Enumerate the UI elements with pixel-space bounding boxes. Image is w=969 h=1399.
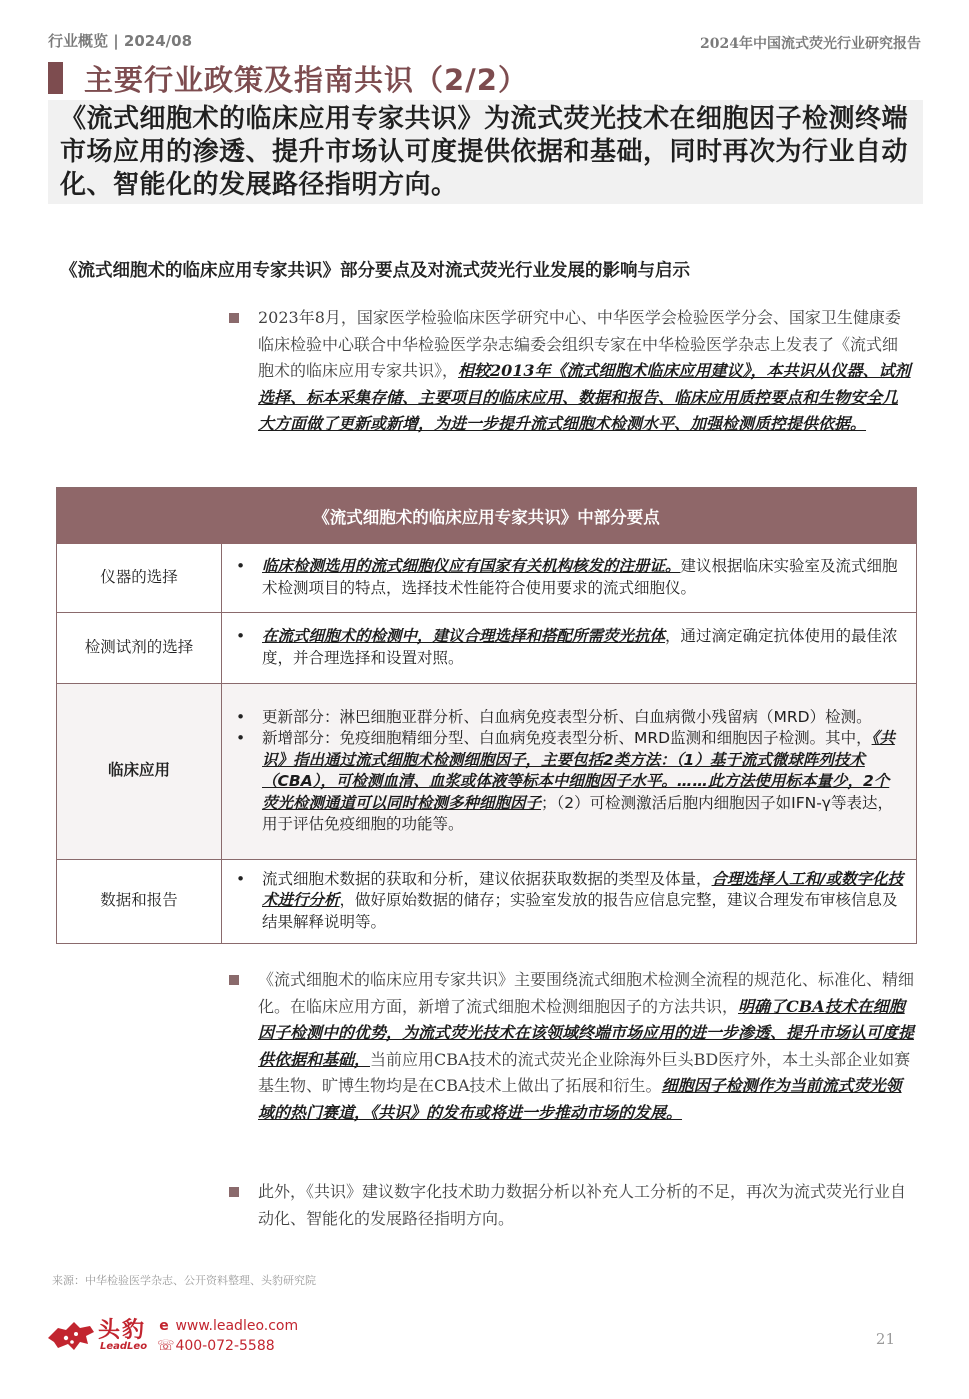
- phone-number: 400-072-5588: [175, 1338, 275, 1354]
- square-bullet-icon: [229, 975, 239, 985]
- brand-name-en: LeadLeo: [100, 1341, 148, 1352]
- paragraph-intro: [258, 305, 913, 438]
- list-item: • 更新部分：淋巴细胞亚群分析、白血病免疫表型分析、白血病微小残留病（MRD）检测。: [236, 707, 904, 729]
- phone-icon: ☏: [157, 1338, 175, 1354]
- key-points-table: [56, 487, 917, 944]
- paragraph-intro-text: 2023年8月，国家医学检验临床医学研究中心、中华医学会检验医学分会、国家卫生健康委临床检验中心联合中华检验医学杂志编委会组织专家在中华检验医学杂志上发表了《流式细胞术的临床应用专家共识》，: [258, 308, 901, 380]
- paragraph-conclusion: 此外，《共识》建议数字化技术助力数据分析以补充人工分析的不足，再次为流式荧光行业自动化、智能化的发展路径指明方向。: [258, 1182, 907, 1228]
- source-note: 来源：中华检验医学杂志、公开资料整理、头豹研究院: [52, 1274, 316, 1287]
- table-row: [57, 612, 917, 683]
- title-accent-bar: [48, 62, 63, 94]
- square-bullet-icon: [229, 313, 239, 323]
- table-header: 《流式细胞术的临床应用专家共识》中部分要点: [57, 488, 917, 545]
- bullet-dot-icon: •: [236, 627, 246, 645]
- website-link[interactable]: www.leadleo.com: [175, 1318, 299, 1334]
- bullet-dot-icon: •: [236, 869, 246, 888]
- paragraph-intro-highlight: 相较2013年《流式细胞术临床应用建议》，本共识从仪器、试剂选择、标本采集存储、主要项目的临床应用、数据和报告、临床应用质控要点和生物安全几大方面做了更新或新增，为进一步提升流式细胞术检测水平、加强检测质控提供依据。: [258, 361, 911, 433]
- list-item: • 新增部分：免疫细胞精细分型、白血病免疫表型分析、MRD监测和细胞因子检测。其中，《共识》指出通过流式细胞术检测细胞因子，主要包括2类方法：（1）基于流式微球阵列技术（CBA），可检测血清、血浆或体液等标本中细胞因子水平。……此方法使用标本量少，2个荧光检测通道可以同时检测多种细胞因子；（2）可检测激活后胞内细胞因子如IFN-γ等表达，用于评估免疫细胞的功能等。: [236, 728, 904, 836]
- section-title: 《流式细胞术的临床应用专家共识》部分要点及对流式荧光行业发展的影响与启示: [60, 261, 690, 281]
- table-row: [57, 859, 917, 943]
- header-section-date: 行业概览 | 2024/08: [48, 32, 193, 50]
- row-category: 数据和报告: [57, 859, 222, 943]
- table-row: [57, 544, 917, 612]
- bullet-dot-icon: •: [236, 729, 246, 747]
- bullet-dot-icon: •: [236, 557, 246, 576]
- summary-text: 《流式细胞术的临床应用专家共识》为流式荧光技术在细胞因子检测终端市场应用的渗透、提升市场认可度提供依据和基础，同时再次为行业自动化、智能化的发展路径指明方向。: [60, 104, 909, 200]
- brand-name-cn: 头豹: [98, 1318, 147, 1343]
- header-report-title: 2024年中国流式荧光行业研究报告: [700, 36, 921, 52]
- table-row: [57, 683, 917, 859]
- list-item: • 流式细胞术数据的获取和分析，建议依据获取数据的类型及体量，合理选择人工和/或数字化技术进行分析，做好原始数据的储存；实验室发放的报告应信息完整，建议合理发布审核信息及结果解释说明等。: [236, 869, 904, 934]
- list-item: • 在流式细胞术的检测中，建议合理选择和搭配所需荧光抗体，通过滴定确定抗体使用的最佳浓度，并合理选择和设置对照。: [236, 626, 904, 669]
- row-category: 仪器的选择: [57, 544, 222, 612]
- leopard-logo-icon: [44, 1316, 96, 1356]
- page-number: 21: [875, 1330, 895, 1348]
- bullet-dot-icon: •: [236, 707, 246, 726]
- list-item: • 临床检测选用的流式细胞仪应有国家有关机构核发的注册证。建议根据临床实验室及流式细胞术检测项目的特点，选择技术性能符合使用要求的流式细胞仪。: [236, 556, 904, 599]
- page-title: 主要行业政策及指南共识（2/2）: [84, 63, 528, 97]
- paragraph-analysis: 《流式细胞术的临床应用专家共识》主要围绕流式细胞术检测全流程的规范化、标准化、精细化。在临床应用方面，新增了流式细胞术检测细胞因子的方法共识，明确了CBA技术在细胞因子检测中的优势，为流式荧光技术在该领域终端市场应用的进一步渗透、提升市场认可度提供依据和基础，当前应用CBA技术的流式荧光企业除海外巨头BD医疗外，本土头部企业如赛基生物、旷博生物均是在CBA技术上做出了拓展和衍生。细胞因子检测作为当前流式荧光领域的热门赛道，《共识》的发布或将进一步推动市场的发展。: [258, 970, 915, 1122]
- square-bullet-icon: [229, 1187, 239, 1197]
- row-category: 检测试剂的选择: [57, 612, 222, 683]
- web-icon: e: [159, 1318, 169, 1334]
- contact-info: [157, 1316, 298, 1356]
- row-category: 临床应用: [57, 683, 222, 859]
